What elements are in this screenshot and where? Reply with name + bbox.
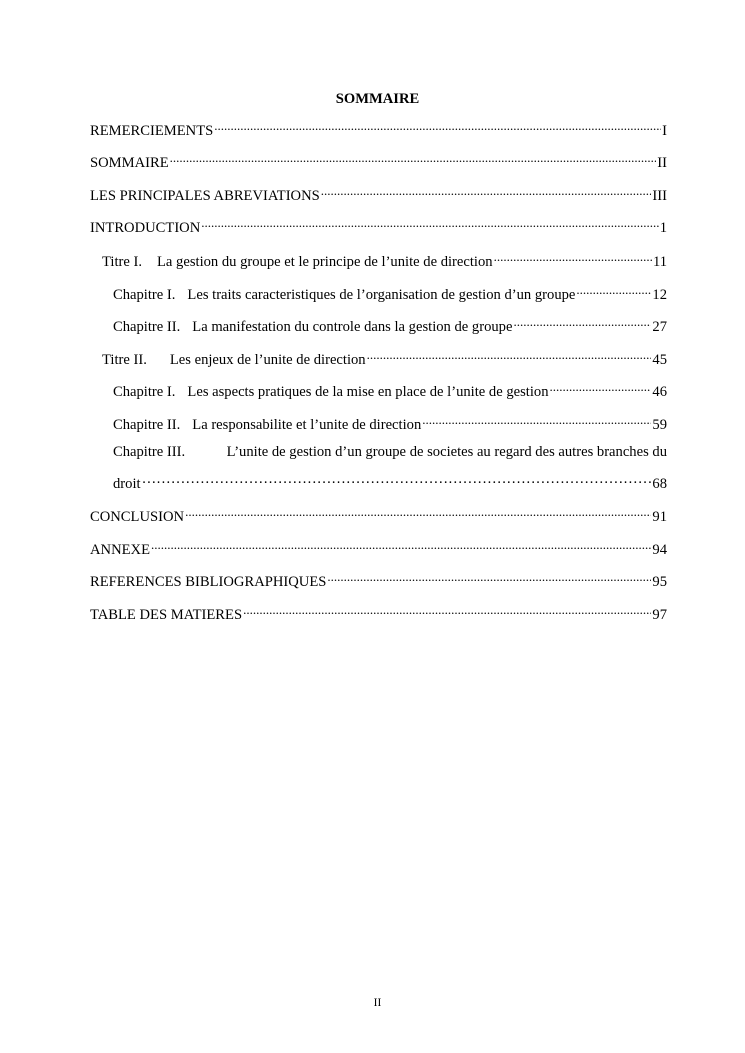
toc-entry-number: Chapitre II.	[113, 319, 181, 335]
toc-entry-label: SOMMAIRE	[90, 155, 169, 171]
toc-entry-titre-1[interactable]	[102, 248, 667, 271]
toc-entry-text: Les enjeux de l’unite de direction	[169, 352, 366, 368]
toc-entry-label: REMERCIEMENTS	[90, 123, 214, 139]
toc-leader-dots	[367, 346, 652, 364]
toc-entry-number: Chapitre III.	[113, 444, 186, 460]
toc-entry-text: L’unite de gestion d’un groupe de societes au regard des autres branches du	[226, 444, 667, 460]
toc-page-number: 12	[652, 287, 667, 303]
toc-entry-text: La gestion du groupe et le principe de l’unite de direction	[157, 254, 493, 270]
toc-entry-sommaire[interactable]	[90, 149, 667, 172]
toc-entry-titre-1-chapitre-2[interactable]	[113, 313, 667, 336]
toc-page-number: 46	[652, 384, 667, 400]
toc-entry-number: Titre II.	[102, 352, 147, 368]
toc-page-number: 97	[652, 607, 667, 623]
toc-page-number: 68	[652, 476, 667, 492]
toc-entry-titre-1-chapitre-1[interactable]	[113, 281, 667, 304]
toc-entry-titre-2-chapitre-3[interactable]	[113, 443, 667, 461]
toc-page-number: 59	[652, 417, 667, 433]
toc-leader-dots	[142, 470, 652, 488]
toc-entry-label	[113, 286, 575, 304]
toc-page-number: 45	[652, 352, 667, 368]
toc-entry-label: REFERENCES BIBLIOGRAPHIQUES	[90, 574, 327, 590]
toc-entry-remerciements[interactable]	[90, 117, 667, 140]
toc-entry-text: Les traits caracteristiques de l’organisation de gestion d’un groupe	[187, 287, 576, 303]
toc-leader-dots	[422, 411, 651, 429]
toc-entry-label: CONCLUSION	[90, 509, 185, 525]
toc-entry-number: Chapitre I.	[113, 384, 176, 400]
page-footer-number: II	[373, 997, 382, 1009]
toc-entry-conclusion[interactable]	[90, 503, 667, 526]
toc-leader-dots	[321, 182, 652, 200]
toc-entry-references[interactable]	[90, 568, 667, 591]
toc-entry-label	[102, 253, 493, 271]
toc-entry-label: INTRODUCTION	[90, 220, 201, 236]
toc-page-number: 27	[652, 319, 667, 335]
toc-page-number: II	[657, 155, 667, 171]
toc-entry-label: TABLE DES MATIERES	[90, 607, 243, 623]
toc-entry-abreviations[interactable]	[90, 182, 667, 205]
toc-page-number: 91	[652, 509, 667, 525]
toc-entry-titre-2[interactable]	[102, 346, 667, 369]
toc-leader-dots	[201, 214, 658, 232]
toc-entry-text: Les aspects pratiques de la mise en place de l’unite de gestion	[187, 384, 549, 400]
toc-page-number: III	[652, 188, 667, 204]
toc-entry-titre-2-chapitre-2[interactable]	[113, 411, 667, 434]
toc-leader-dots	[327, 568, 651, 586]
toc-leader-dots	[151, 536, 651, 554]
toc-page-number: 95	[652, 574, 667, 590]
toc-entry-label	[113, 383, 549, 401]
toc-entry-annexe[interactable]	[90, 536, 667, 559]
toc-leader-dots	[494, 248, 652, 266]
toc-entry-text: La manifestation du controle dans la gestion de groupe	[192, 319, 513, 335]
toc-entry-label: ANNEXE	[90, 542, 150, 558]
toc-entry-label	[102, 351, 366, 369]
toc-entry-number: Chapitre I.	[113, 287, 176, 303]
toc-page-number: I	[662, 123, 667, 139]
toc-leader-dots	[214, 117, 661, 135]
toc-leader-dots	[550, 378, 652, 396]
toc-leader-dots	[185, 503, 651, 521]
toc-entry-label: LES PRINCIPALES ABREVIATIONS	[90, 188, 320, 204]
toc-entry-label	[113, 318, 512, 336]
toc-entry-introduction[interactable]	[90, 214, 667, 237]
toc-entry-number: Chapitre II.	[113, 417, 181, 433]
toc-entry-titre-2-chapitre-1[interactable]	[113, 378, 667, 401]
toc-entry-label	[113, 416, 421, 434]
toc-page-number: 11	[652, 254, 667, 270]
toc-entry-table-des-matieres[interactable]	[90, 601, 667, 624]
toc-page-number: 94	[652, 542, 667, 558]
toc-leader-dots	[576, 281, 651, 299]
toc-entry-label-cont: droit	[113, 476, 141, 492]
toc-page-number: 1	[659, 220, 667, 236]
page-title: SOMMAIRE	[335, 91, 420, 107]
toc-entry-text: La responsabilite et l’unite de direction	[192, 417, 422, 433]
toc-leader-dots	[170, 149, 657, 167]
toc-leader-dots	[513, 313, 651, 331]
toc-entry-titre-2-chapitre-3-cont[interactable]	[113, 470, 667, 493]
toc-leader-dots	[243, 601, 651, 619]
toc-entry-number: Titre I.	[102, 254, 143, 270]
